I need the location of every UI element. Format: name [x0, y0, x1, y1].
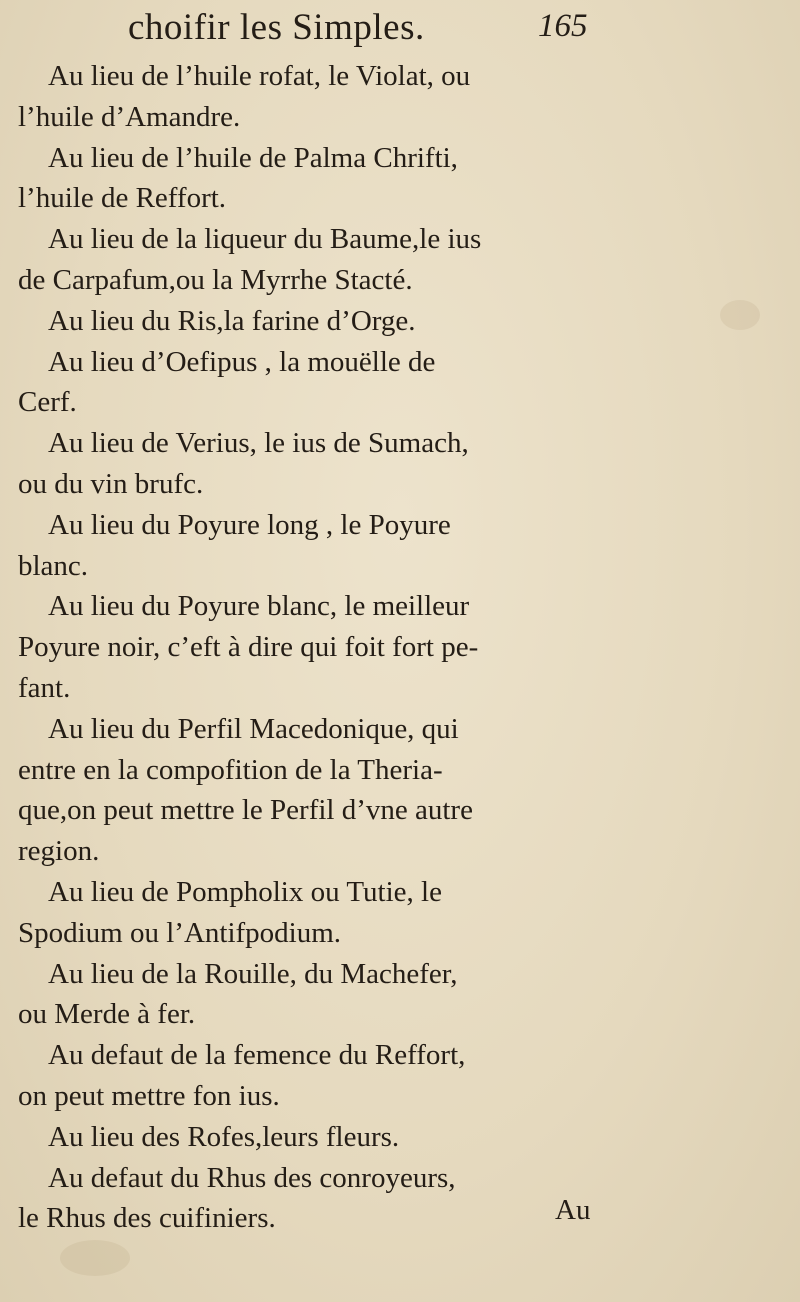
text-line: l’huile d’Amandre.	[18, 100, 241, 133]
text-line: Au lieu du Perfil Macedonique, qui	[48, 712, 459, 745]
text-line: Au lieu d’Oefipus , la mouëlle de	[48, 345, 436, 378]
text-line: Au lieu du Poyure blanc, le meilleur	[48, 590, 470, 623]
text-line: Au lieu de la liqueur du Baume,le ius	[48, 223, 482, 256]
text-line: Au lieu de l’huile de Palma Chrifti,	[48, 141, 458, 174]
text-line: Au defaut du Rhus des conroyeurs,	[48, 1161, 456, 1194]
text-line: Au lieu du Ris,la farine d’Orge.	[48, 304, 416, 337]
text-line: fant.	[18, 671, 71, 704]
catchword: Au	[555, 1194, 591, 1226]
paper-stain	[60, 1240, 130, 1276]
text-line: que,on peut mettre le Perfil d’vne autre	[18, 794, 473, 827]
text-line: Au lieu de Pompholix ou Tutie, le	[48, 875, 442, 908]
text-line: l’huile de Reffort.	[18, 182, 227, 215]
text-line: ou du vin brufc.	[18, 467, 204, 500]
text-line: blanc.	[18, 549, 89, 582]
text-line: region.	[18, 835, 100, 868]
text-line: Au lieu de Verius, le ius de Sumach,	[48, 427, 469, 460]
text-line: Au lieu de la Rouille, du Machefer,	[48, 957, 458, 990]
running-head	[128, 6, 648, 46]
text-line: de Carpafum,ou la Myrrhe Stacté.	[18, 263, 413, 296]
text-line: Poyure noir, c’eft à dire qui foit fort pe-	[18, 631, 479, 664]
page-number: 165	[538, 8, 588, 44]
text-line: Au lieu de l’huile rofat, le Violat, ou	[48, 60, 471, 92]
text-line: Au lieu du Poyure long , le Poyure	[48, 508, 451, 541]
text-line: Au lieu des Rofes,leurs fleurs.	[48, 1120, 400, 1153]
text-line: le Rhus des cuifiniers.	[18, 1202, 276, 1235]
running-title: choifir les Simples.	[128, 7, 425, 48]
text-line: ou Merde à fer.	[18, 998, 196, 1031]
text-line: Au defaut de la femence du Reffort,	[48, 1039, 466, 1072]
body-text	[18, 56, 798, 1239]
text-line: on peut mettre fon ius.	[18, 1079, 280, 1112]
text-line: Cerf.	[18, 386, 77, 419]
text-line: Spodium ou l’Antifpodium.	[18, 916, 342, 949]
text-line: entre en la compofition de la Theria-	[18, 753, 443, 786]
